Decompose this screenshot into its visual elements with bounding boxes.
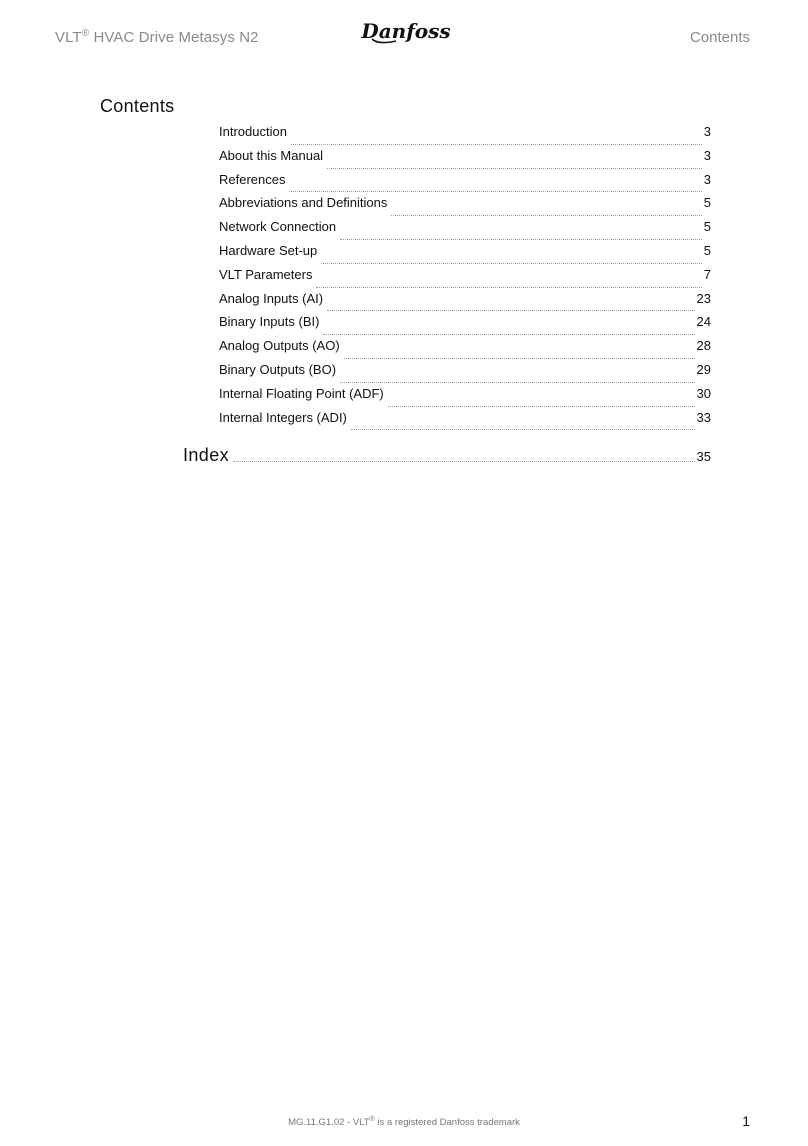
toc-entry-page: 7 — [703, 266, 711, 282]
toc-entry[interactable] — [219, 172, 711, 196]
dot-leader — [388, 405, 695, 407]
toc-entry[interactable] — [219, 148, 711, 172]
toc-entry[interactable] — [219, 267, 711, 291]
toc-entry-label: Internal Floating Point (ADF) — [219, 385, 384, 401]
section-name: Contents — [689, 29, 750, 46]
toc-entry-label: Hardware Set-up — [219, 242, 318, 258]
toc-entry-page: 33 — [696, 409, 711, 425]
registered-mark: ® — [81, 28, 90, 39]
dot-leader — [291, 143, 702, 145]
toc-entry-label: Binary Outputs (BO) — [219, 361, 337, 377]
toc-entry-page: 3 — [703, 147, 711, 163]
toc-entry-label: About this Manual — [219, 147, 324, 163]
logo-wordmark: Danfoss — [361, 19, 451, 43]
toc-entry[interactable] — [219, 124, 711, 148]
toc-entry-label: Internal Integers (ADI) — [219, 409, 347, 425]
toc-entry-page: 3 — [703, 124, 711, 139]
toc-entry-label: Introduction — [219, 124, 287, 139]
toc-entry-label: Analog Outputs (AO) — [219, 338, 340, 354]
toc-entry-label: References — [219, 171, 286, 187]
toc-entry[interactable] — [219, 410, 711, 434]
dot-leader — [351, 428, 695, 430]
dot-leader — [344, 357, 695, 359]
dot-leader — [391, 214, 701, 216]
toc-entry-page: 24 — [696, 314, 711, 330]
toc-entry[interactable] — [219, 291, 711, 315]
toc-entry-page: 5 — [703, 242, 711, 258]
toc-entry[interactable] — [219, 386, 711, 410]
document-title — [55, 29, 259, 46]
footer-rest: is a registered Danfoss trademark — [374, 1117, 520, 1128]
dot-leader — [321, 262, 701, 264]
toc-entry-label: Abbreviations and Definitions — [219, 195, 388, 211]
page-title: Contents — [100, 96, 175, 116]
dot-leader — [340, 381, 694, 383]
toc-entry-index[interactable] — [183, 445, 711, 466]
footer-registered-mark: ® — [369, 1115, 375, 1123]
toc-entry-page: 5 — [703, 219, 711, 235]
toc-entry-page: 23 — [696, 290, 711, 306]
toc-entry-page: 3 — [703, 171, 711, 187]
toc-entry-label: Binary Inputs (BI) — [219, 314, 320, 330]
dot-leader — [289, 190, 701, 192]
toc-entry[interactable] — [219, 195, 711, 219]
table-of-contents — [219, 124, 711, 433]
footer-prefix: MG.11.G1.02 - VLT — [288, 1117, 370, 1128]
toc-entry[interactable] — [219, 219, 711, 243]
toc-entry-label: Analog Inputs (AI) — [219, 290, 324, 306]
dot-leader — [327, 309, 694, 311]
toc-entry[interactable] — [219, 338, 711, 362]
dot-leader — [233, 460, 694, 462]
toc-entry[interactable] — [219, 314, 711, 338]
page-number: 1 — [742, 1113, 750, 1129]
toc-entry-label: Network Connection — [219, 219, 337, 235]
toc-entry-page: 5 — [703, 195, 711, 211]
dot-leader — [316, 286, 701, 288]
toc-entry-label: Index — [183, 445, 230, 465]
toc-entry-label: VLT Parameters — [219, 266, 313, 282]
toc-entry-page: 35 — [696, 449, 711, 464]
document-title-prefix: VLT — [55, 29, 82, 46]
dot-leader — [323, 333, 694, 335]
toc-entry-page: 28 — [696, 338, 711, 354]
dot-leader — [327, 167, 702, 169]
document-title-rest: HVAC Drive Metasys N2 — [89, 29, 259, 46]
toc-entry[interactable] — [219, 362, 711, 386]
danfoss-logo-icon — [361, 17, 451, 47]
toc-entry[interactable] — [219, 243, 711, 267]
footer-trademark — [0, 1117, 808, 1128]
toc-entry-page: 29 — [696, 361, 711, 377]
toc-entry-page: 30 — [696, 385, 711, 401]
dot-leader — [340, 238, 702, 240]
